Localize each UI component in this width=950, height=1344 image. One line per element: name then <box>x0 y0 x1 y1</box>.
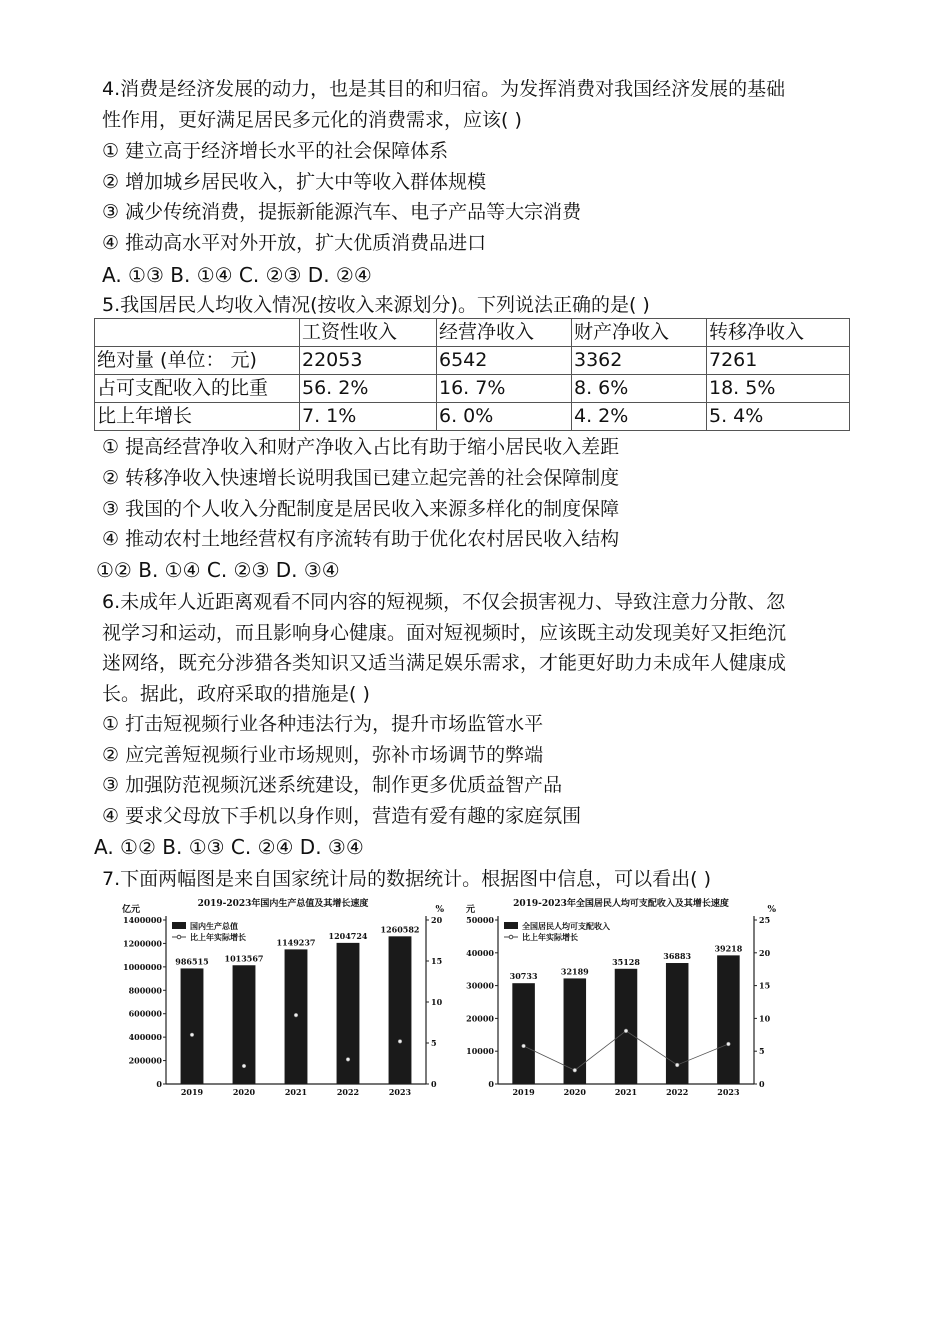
q5-stem: 5.我国居民人均收入情况(按收入来源划分)。下列说法正确的是( ) <box>102 294 650 316</box>
q7-stem: 7.下面两幅图是来自国家统计局的数据统计。根据图中信息，可以看出( ) <box>102 868 711 890</box>
q5-option-4: ④ 推动农村土地经营权有序流转有助于优化农村居民收入结构 <box>102 528 620 550</box>
y-tick-label: 200000 <box>128 1055 162 1066</box>
table-header-cell <box>95 319 300 347</box>
bar <box>615 969 638 1084</box>
y2-tick-label: 0 <box>431 1079 437 1089</box>
x-tick-label: 2020 <box>563 1087 586 1097</box>
q6-stem-line1: 6.未成年人近距离观看不同内容的短视频，不仅会损害视力、导致注意力分散、忽 <box>102 591 786 613</box>
y-tick-label: 10000 <box>466 1046 494 1057</box>
table-cell: 16. 7% <box>437 375 572 403</box>
table-cell: 占可支配收入的比重 <box>95 375 300 403</box>
bar-value-label: 36883 <box>663 951 692 962</box>
y2-tick-label: 10 <box>759 1013 771 1024</box>
growth-point <box>624 1029 628 1033</box>
table-cell: 6. 0% <box>437 403 572 431</box>
q6-option-4: ④ 要求父母放下手机以身作则，营造有爱有趣的家庭氛围 <box>102 805 582 827</box>
chart-title: 2019-2023年全国居民人均可支配收入及其增长速度 <box>513 899 729 909</box>
q6-stem-line3: 迷网络，既充分涉猎各类知识又适当满足娱乐需求，才能更好助力未成年人健康成 <box>102 652 787 674</box>
q5-option-3: ③ 我国的个人收入分配制度是居民收入来源多样化的制度保障 <box>102 498 620 520</box>
growth-point <box>294 1013 298 1017</box>
table-cell: 4. 2% <box>572 403 707 431</box>
y2-tick-label: 5 <box>759 1046 765 1057</box>
table-header-cell: 工资性收入 <box>300 319 437 347</box>
y-tick-label: 1000000 <box>123 961 162 972</box>
bar <box>717 955 740 1084</box>
growth-point <box>573 1068 577 1072</box>
q6-answer-choices: A. ①② B. ①③ C. ②④ D. ③④ <box>94 835 364 859</box>
y-tick-label: 0 <box>156 1079 162 1089</box>
table-cell: 7. 1% <box>300 403 437 431</box>
bar-value-label: 1260582 <box>380 924 420 935</box>
x-tick-label: 2019 <box>180 1087 204 1097</box>
legend-bar-swatch <box>504 922 518 929</box>
y2-tick-label: 10 <box>431 997 443 1007</box>
legend-label: 国内生产总值 <box>190 921 238 931</box>
y-tick-label: 50000 <box>466 915 494 925</box>
growth-point <box>727 1042 731 1046</box>
chart-title: 2019-2023年国内生产总值及其增长速度 <box>197 899 369 909</box>
right-unit-label: % <box>767 905 776 915</box>
bar <box>337 943 360 1084</box>
q4-option-3: ③ 减少传统消费，提振新能源汽车、电子产品等大宗消费 <box>102 201 582 223</box>
income-chart <box>462 896 780 1104</box>
growth-point <box>190 1033 194 1037</box>
q6-option-2: ② 应完善短视频行业市场规则，弥补市场调节的弊端 <box>102 744 544 766</box>
legend-marker <box>509 935 513 939</box>
table-header-cell: 转移净收入 <box>707 319 850 347</box>
x-tick-label: 2022 <box>336 1087 360 1097</box>
y2-tick-label: 15 <box>431 956 443 966</box>
bar-value-label: 986515 <box>175 956 209 967</box>
y-tick-label: 800000 <box>128 985 162 996</box>
bar-value-label: 39218 <box>714 943 743 954</box>
table-cell: 8. 6% <box>572 375 707 403</box>
bar <box>389 936 412 1084</box>
left-unit-label: 亿元 <box>122 905 141 915</box>
table-cell: 56. 2% <box>300 375 437 403</box>
bar-value-label: 1204724 <box>328 930 368 941</box>
growth-point <box>242 1064 246 1068</box>
table-cell: 22053 <box>300 347 437 375</box>
bar <box>512 983 535 1084</box>
table-row <box>95 403 850 431</box>
left-unit-label: 元 <box>466 905 476 915</box>
table-row <box>95 375 850 403</box>
y-tick-label: 400000 <box>128 1032 162 1043</box>
y-tick-label: 1200000 <box>123 938 162 949</box>
table-cell: 5. 4% <box>707 403 850 431</box>
q5-option-1: ① 提高经营净收入和财产净收入占比有助于缩小居民收入差距 <box>102 436 620 458</box>
table-header-cell: 经营净收入 <box>437 319 572 347</box>
bar <box>181 968 204 1084</box>
table-cell: 绝对量 (单位： 元) <box>95 347 300 375</box>
legend-marker <box>177 935 181 939</box>
q5-answer-choices: ①② B. ①④ C. ②③ D. ③④ <box>96 558 340 582</box>
y-tick-label: 0 <box>488 1079 494 1089</box>
y2-tick-label: 15 <box>759 980 771 991</box>
y-tick-label: 600000 <box>128 1008 162 1019</box>
y2-tick-label: 25 <box>759 915 771 925</box>
table-cell: 6542 <box>437 347 572 375</box>
q4-stem-line1: 4.消费是经济发展的动力，也是其目的和归宿。为发挥消费对我国经济发展的基础 <box>102 78 786 100</box>
gdp-chart <box>118 896 448 1104</box>
q4-stem-line2: 性作用，更好满足居民多元化的消费需求，应该( ) <box>102 109 522 131</box>
q4-option-2: ② 增加城乡居民收入，扩大中等收入群体规模 <box>102 171 487 193</box>
table-header-cell: 财产净收入 <box>572 319 707 347</box>
bar-value-label: 1149237 <box>276 937 316 948</box>
growth-point <box>398 1040 402 1044</box>
q4-option-1: ① 建立高于经济增长水平的社会保障体系 <box>102 140 449 162</box>
x-tick-label: 2023 <box>388 1087 412 1097</box>
x-tick-label: 2021 <box>614 1087 638 1097</box>
legend-label: 比上年实际增长 <box>522 932 578 942</box>
legend-bar-swatch <box>172 922 186 929</box>
x-tick-label: 2022 <box>666 1087 689 1097</box>
y-tick-label: 40000 <box>466 947 494 958</box>
bar-value-label: 32189 <box>560 966 589 977</box>
table-cell: 18. 5% <box>707 375 850 403</box>
growth-point <box>675 1063 679 1067</box>
table-cell: 7261 <box>707 347 850 375</box>
y-tick-label: 30000 <box>466 980 494 991</box>
x-tick-label: 2020 <box>232 1087 256 1097</box>
legend-label: 全国居民人均可支配收入 <box>522 921 610 931</box>
growth-point <box>346 1058 350 1062</box>
y2-tick-label: 0 <box>759 1079 765 1089</box>
q6-stem-line2: 视学习和运动，而且影响身心健康。面对短视频时，应该既主动发现美好又拒绝沉 <box>102 622 787 644</box>
q4-answer-choices: A. ①③ B. ①④ C. ②③ D. ②④ <box>102 263 372 287</box>
y2-tick-label: 20 <box>431 915 443 925</box>
income-table <box>94 318 850 431</box>
y2-tick-label: 5 <box>431 1038 437 1048</box>
x-tick-label: 2021 <box>284 1087 308 1097</box>
q6-stem-line4: 长。据此，政府采取的措施是( ) <box>102 683 370 705</box>
table-cell: 3362 <box>572 347 707 375</box>
y2-tick-label: 20 <box>759 947 771 958</box>
q4-option-4: ④ 推动高水平对外开放，扩大优质消费品进口 <box>102 232 487 254</box>
table-header-row <box>95 319 850 347</box>
y-tick-label: 20000 <box>466 1013 494 1024</box>
right-unit-label: % <box>435 905 444 915</box>
q6-option-3: ③ 加强防范视频沉迷系统建设，制作更多优质益智产品 <box>102 774 563 796</box>
q5-option-2: ② 转移净收入快速增长说明我国已建立起完善的社会保障制度 <box>102 467 620 489</box>
legend-label: 比上年实际增长 <box>190 932 246 942</box>
bar-value-label: 35128 <box>612 956 640 967</box>
x-tick-label: 2019 <box>512 1087 535 1097</box>
y-tick-label: 1400000 <box>123 915 162 925</box>
table-cell: 比上年增长 <box>95 403 300 431</box>
table-row <box>95 347 850 375</box>
growth-point <box>522 1044 526 1048</box>
bar-value-label: 30733 <box>509 971 538 982</box>
x-tick-label: 2023 <box>717 1087 740 1097</box>
bar-value-label: 1013567 <box>224 953 264 964</box>
q6-option-1: ① 打击短视频行业各种违法行为，提升市场监管水平 <box>102 713 544 735</box>
